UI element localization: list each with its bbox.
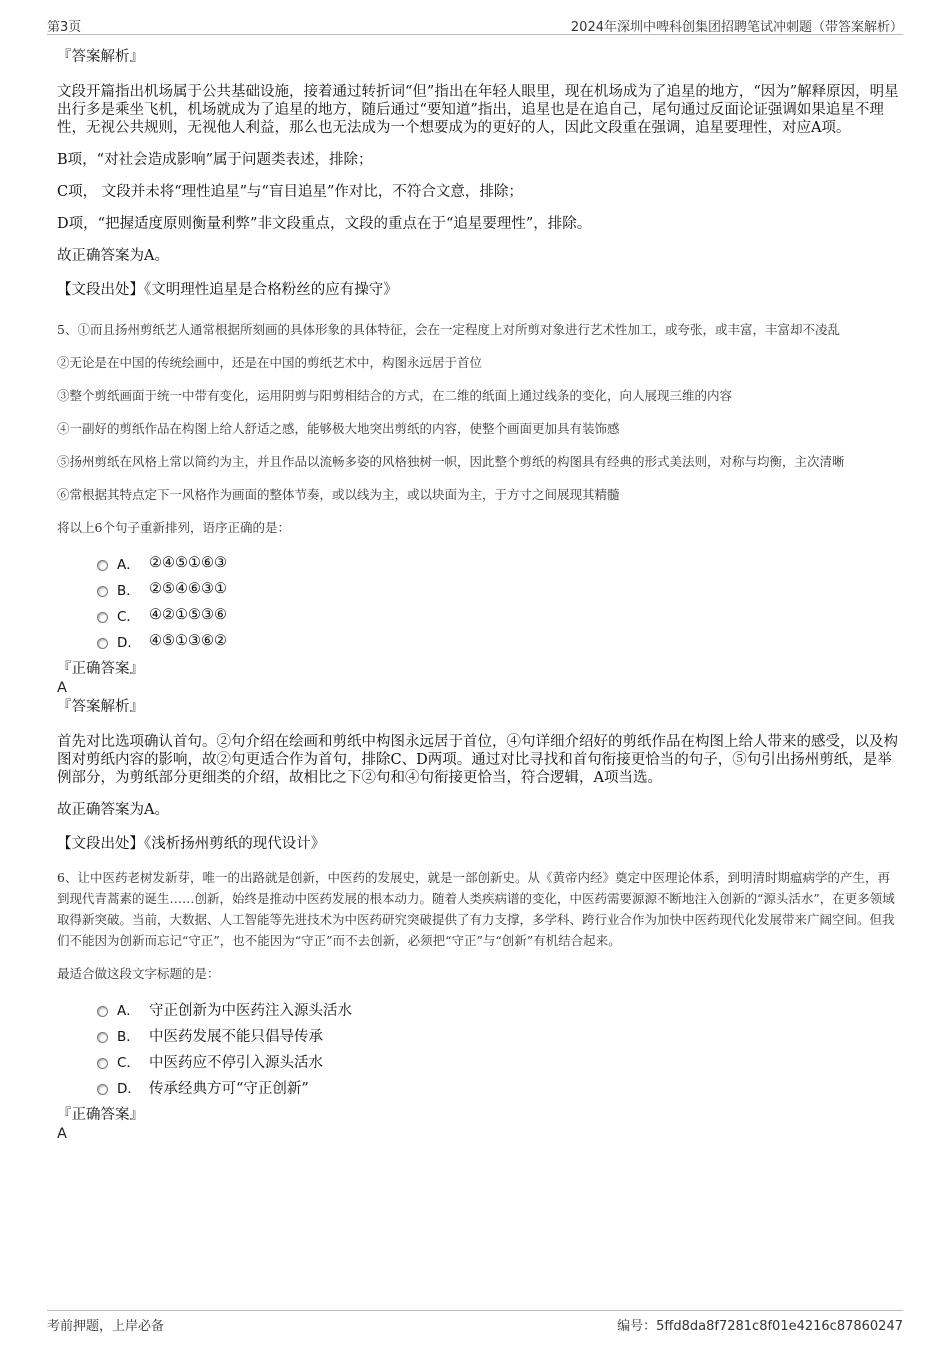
q4-analysis: 文段开篇指出机场属于公共基础设施，接着通过转折词“但”指出在年轻人眼里，现在机场成为了追星的地方，“因为”解释原因，明星出行多是乘坐飞机，机场就成为了追星的地方，随后通过“要知道”指出，追星也是在追自己，尾句通过反面论证强调如果追星不理性，无视公共规则，无视他人利益，那么也无法成为一个想要成为的更好的人，因此文段重在强调，追星要理性，对应A项。 (57, 84, 899, 136)
option-text: ②⑤④⑥③① (149, 581, 227, 597)
option-letter: B． (117, 1029, 140, 1045)
document-body (57, 48, 899, 1144)
q5-sentence-6: ⑥常根据其特点定下一风格作为画面的整体节奏，或以线为主，或以块面为主，于方寸之间展现其精髓 (57, 487, 620, 502)
option-text: 中医药应不停引入源头活水 (149, 1054, 323, 1071)
q5-answer: A (57, 680, 67, 696)
page-footer (47, 1310, 903, 1334)
option-letter: D． (117, 635, 141, 651)
option-text: ④②①⑤③⑥ (149, 607, 227, 623)
radio-icon[interactable] (97, 586, 108, 597)
q5-sentence-5: ⑤扬州剪纸在风格上常以简约为主，并且作品以流畅多姿的风格独树一帜，因此整个剪纸的构图具有经典的形式美法则，对称与均衡，主次清晰 (57, 454, 845, 469)
option-letter: A． (117, 557, 140, 573)
q5-sentence-2: ②无论是在中国的传统绘画中，还是在中国的剪纸艺术中，构图永远居于首位 (57, 355, 483, 370)
option-letter: B． (117, 583, 140, 599)
radio-icon[interactable] (97, 560, 108, 571)
option-letter: C． (117, 609, 140, 625)
radio-icon[interactable] (97, 1084, 108, 1095)
radio-icon[interactable] (97, 1058, 108, 1069)
q6-answer: A (57, 1126, 67, 1142)
radio-icon[interactable] (97, 638, 108, 649)
q4-analysis-d: D项，“把握适度原则衡量利弊”非文段重点，文段的重点在于“追星要理性”，排除。 (57, 216, 592, 232)
radio-icon[interactable] (97, 612, 108, 623)
q5-analysis-label: 『答案解析』 (57, 699, 144, 715)
q5-option-b[interactable] (97, 576, 899, 602)
q5-sentence-3: ③整个剪纸画面于统一中带有变化，运用阴剪与阳剪相结合的方式，在二维的纸面上通过线条的变化，向人展现三维的内容 (57, 388, 733, 403)
q4-analysis-label: 『答案解析』 (57, 49, 144, 65)
q4-analysis-b: B项，“对社会造成影响”属于问题类表述，排除； (57, 152, 373, 168)
q5-option-a[interactable] (97, 550, 899, 576)
q5-options (97, 550, 899, 654)
option-text: ②④⑤①⑥③ (149, 555, 227, 571)
q6-prompt: 最适合做这段文字标题的是： (57, 966, 220, 981)
q6-option-b[interactable] (97, 1022, 899, 1048)
document-title: 2024年深圳中啤科创集团招聘笔试冲刺题（带答案解析） (570, 20, 903, 35)
q6-option-a[interactable] (97, 996, 899, 1022)
q5-answer-label: 『正确答案』 (57, 661, 144, 677)
radio-icon[interactable] (97, 1032, 108, 1043)
option-text: 中医药发展不能只倡导传承 (149, 1028, 323, 1045)
q4-conclusion: 故正确答案为A。 (57, 248, 169, 264)
page-number: 第3页 (47, 20, 82, 35)
q5-sentence-1: 5、①而且扬州剪纸艺人通常根据所刻画的具体形象的具体特征，会在一定程度上对所剪对象进行艺术性加工，或夸张，或丰富，丰富却不凌乱 (57, 322, 840, 337)
radio-icon[interactable] (97, 1006, 108, 1017)
q4-analysis-c: C项， 文段并未将“理性追星”与“盲目追星”作对比，不符合文意，排除； (57, 184, 523, 200)
option-letter: C． (117, 1055, 140, 1071)
q6-passage: 6、让中医药老树发新芽，唯一的出路就是创新，中医药的发展史，就是一部创新史。从《黄帝内经》奠定中医理论体系，到明清时期瘟病学的产生，再到现代青蒿素的诞生……创新，始终是推动中医药发展的根本动力。随着人类疾病谱的变化，中医药需要源源不断地注入创新的“源头活水”，在更多领域取得新突破。当前，大数据、人工智能等先进技术为中医药研究突破提供了有力支撑，多学科、跨行业合作为加快中医药现代化发展带来广阔空间。但我们不能因为创新而忘记“守正”，也不能因为“守正”而不去创新，必须把“守正”与“创新”有机结合起来。 (57, 870, 895, 948)
q5-prompt: 将以上6个句子重新排列，语序正确的是： (57, 520, 290, 535)
option-text: 守正创新为中医药注入源头活水 (149, 1002, 352, 1019)
footer-slogan: 考前押题，上岸必备 (47, 1319, 165, 1334)
q5-conclusion: 故正确答案为A。 (57, 802, 169, 818)
q5-source: 【文段出处】《浅析扬州剪纸的现代设计》 (57, 836, 326, 852)
document-code: 编号：5ffd8da8f7281c8f01e4216c87860247 (617, 1319, 903, 1334)
option-letter: A． (117, 1003, 140, 1019)
q6-answer-label: 『正确答案』 (57, 1107, 144, 1123)
q6-options (97, 996, 899, 1100)
page-header (47, 14, 903, 35)
option-text: 传承经典方可“守正创新” (149, 1080, 309, 1097)
q5-option-c[interactable] (97, 602, 899, 628)
option-letter: D． (117, 1081, 141, 1097)
q6-option-d[interactable] (97, 1074, 899, 1100)
q5-analysis: 首先对比选项确认首句。②句介绍在绘画和剪纸中构图永远居于首位，④句详细介绍好的剪纸作品在构图上给人带来的感受，以及构图对剪纸内容的影响，故②句更适合作为首句，排除C、D两项。通过对比寻找和首句衔接更恰当的句子，⑤句引出扬州剪纸，是举例部分，为剪纸部分更细类的介绍，故相比之下②句和④句衔接更恰当，符合逻辑，A项当选。 (57, 734, 898, 786)
q5-sentence-4: ④一副好的剪纸作品在构图上给人舒适之感，能够极大地突出剪纸的内容，使整个画面更加具有装饰感 (57, 421, 620, 436)
q6-option-c[interactable] (97, 1048, 899, 1074)
option-text: ④⑤①③⑥② (149, 633, 227, 649)
q4-source: 【文段出处】《文明理性追星是合格粉丝的应有操守》 (57, 282, 398, 298)
q5-option-d[interactable] (97, 628, 899, 654)
